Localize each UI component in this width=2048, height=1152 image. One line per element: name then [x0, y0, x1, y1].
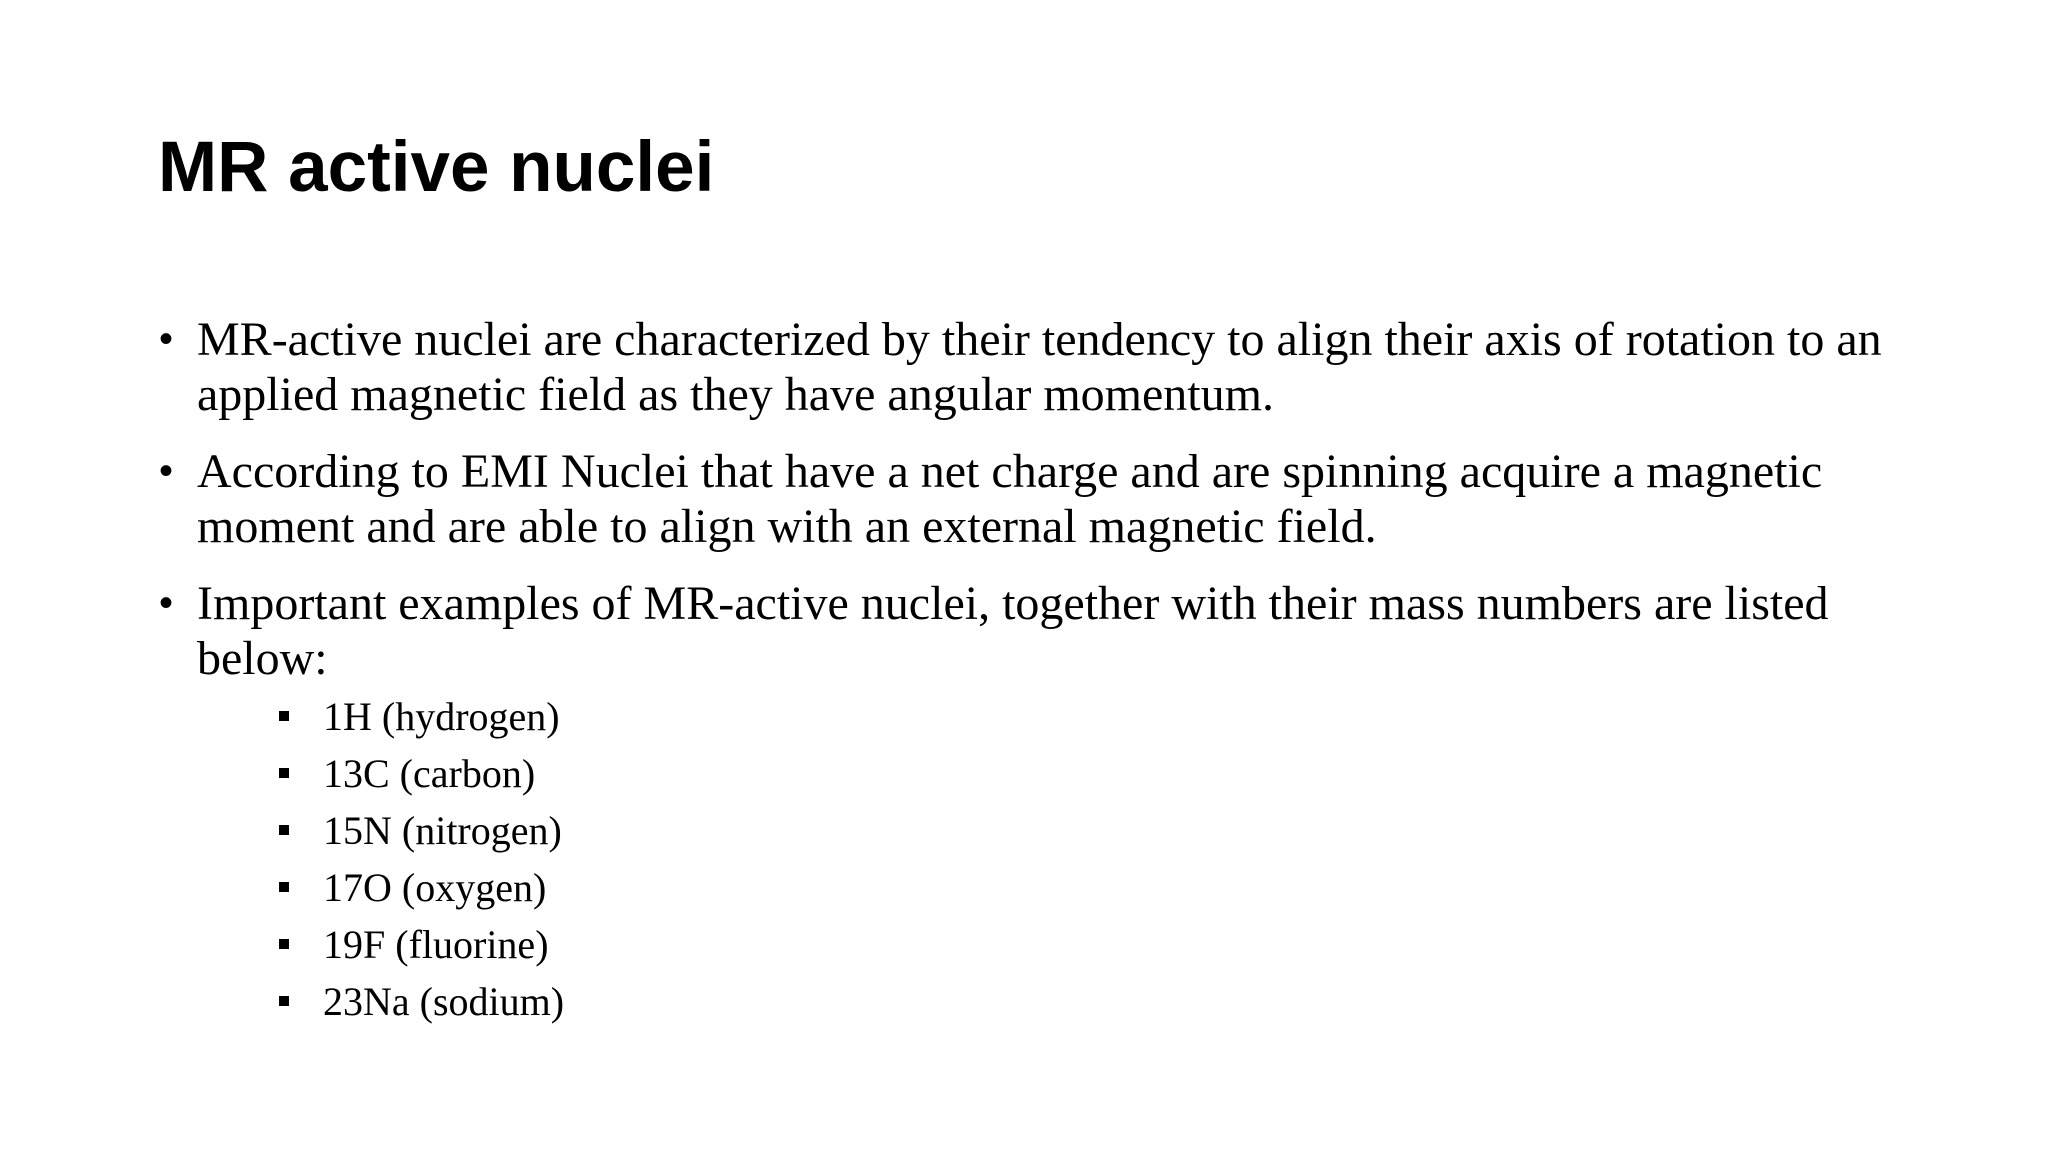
bullet-text: According to EMI Nuclei that have a net charge and are spinning acquire a magnetic moment and are able to align with an external magnetic field. [197, 445, 1823, 553]
nucleus-label: 19F (fluorine) [323, 922, 549, 967]
slide-content [158, 312, 1918, 1052]
slide-title: MR active nuclei [158, 128, 715, 207]
nucleus-label: 23Na (sodium) [323, 979, 565, 1024]
nucleus-item [197, 688, 1918, 745]
nucleus-item [197, 859, 1918, 916]
nucleus-label: 15N (nitrogen) [323, 808, 562, 853]
nucleus-label: 1H (hydrogen) [323, 694, 560, 739]
bullet-text: Important examples of MR-active nuclei, together with their mass numbers are listed below: [197, 577, 1829, 685]
square-bullet-icon [279, 996, 289, 1006]
nuclei-list [197, 688, 1918, 1030]
nucleus-item [197, 916, 1918, 973]
bullet-item [158, 444, 1918, 554]
square-bullet-icon [279, 825, 289, 835]
square-bullet-icon [279, 768, 289, 778]
bullet-item [158, 576, 1918, 1030]
nucleus-item [197, 802, 1918, 859]
bullet-item [158, 312, 1918, 422]
square-bullet-icon [279, 711, 289, 721]
bullet-list [158, 312, 1918, 1030]
nucleus-label: 13C (carbon) [323, 751, 536, 796]
bullet-dot-icon: • [159, 449, 174, 493]
bullet-dot-icon: • [159, 317, 174, 361]
nucleus-item [197, 745, 1918, 802]
bullet-text: MR-active nuclei are characterized by their tendency to align their axis of rotation to an applied magnetic field as they have angular momentum. [197, 313, 1882, 421]
square-bullet-icon [279, 882, 289, 892]
nucleus-label: 17O (oxygen) [323, 865, 547, 910]
square-bullet-icon [279, 939, 289, 949]
bullet-dot-icon: • [159, 581, 174, 625]
nucleus-item [197, 973, 1918, 1030]
